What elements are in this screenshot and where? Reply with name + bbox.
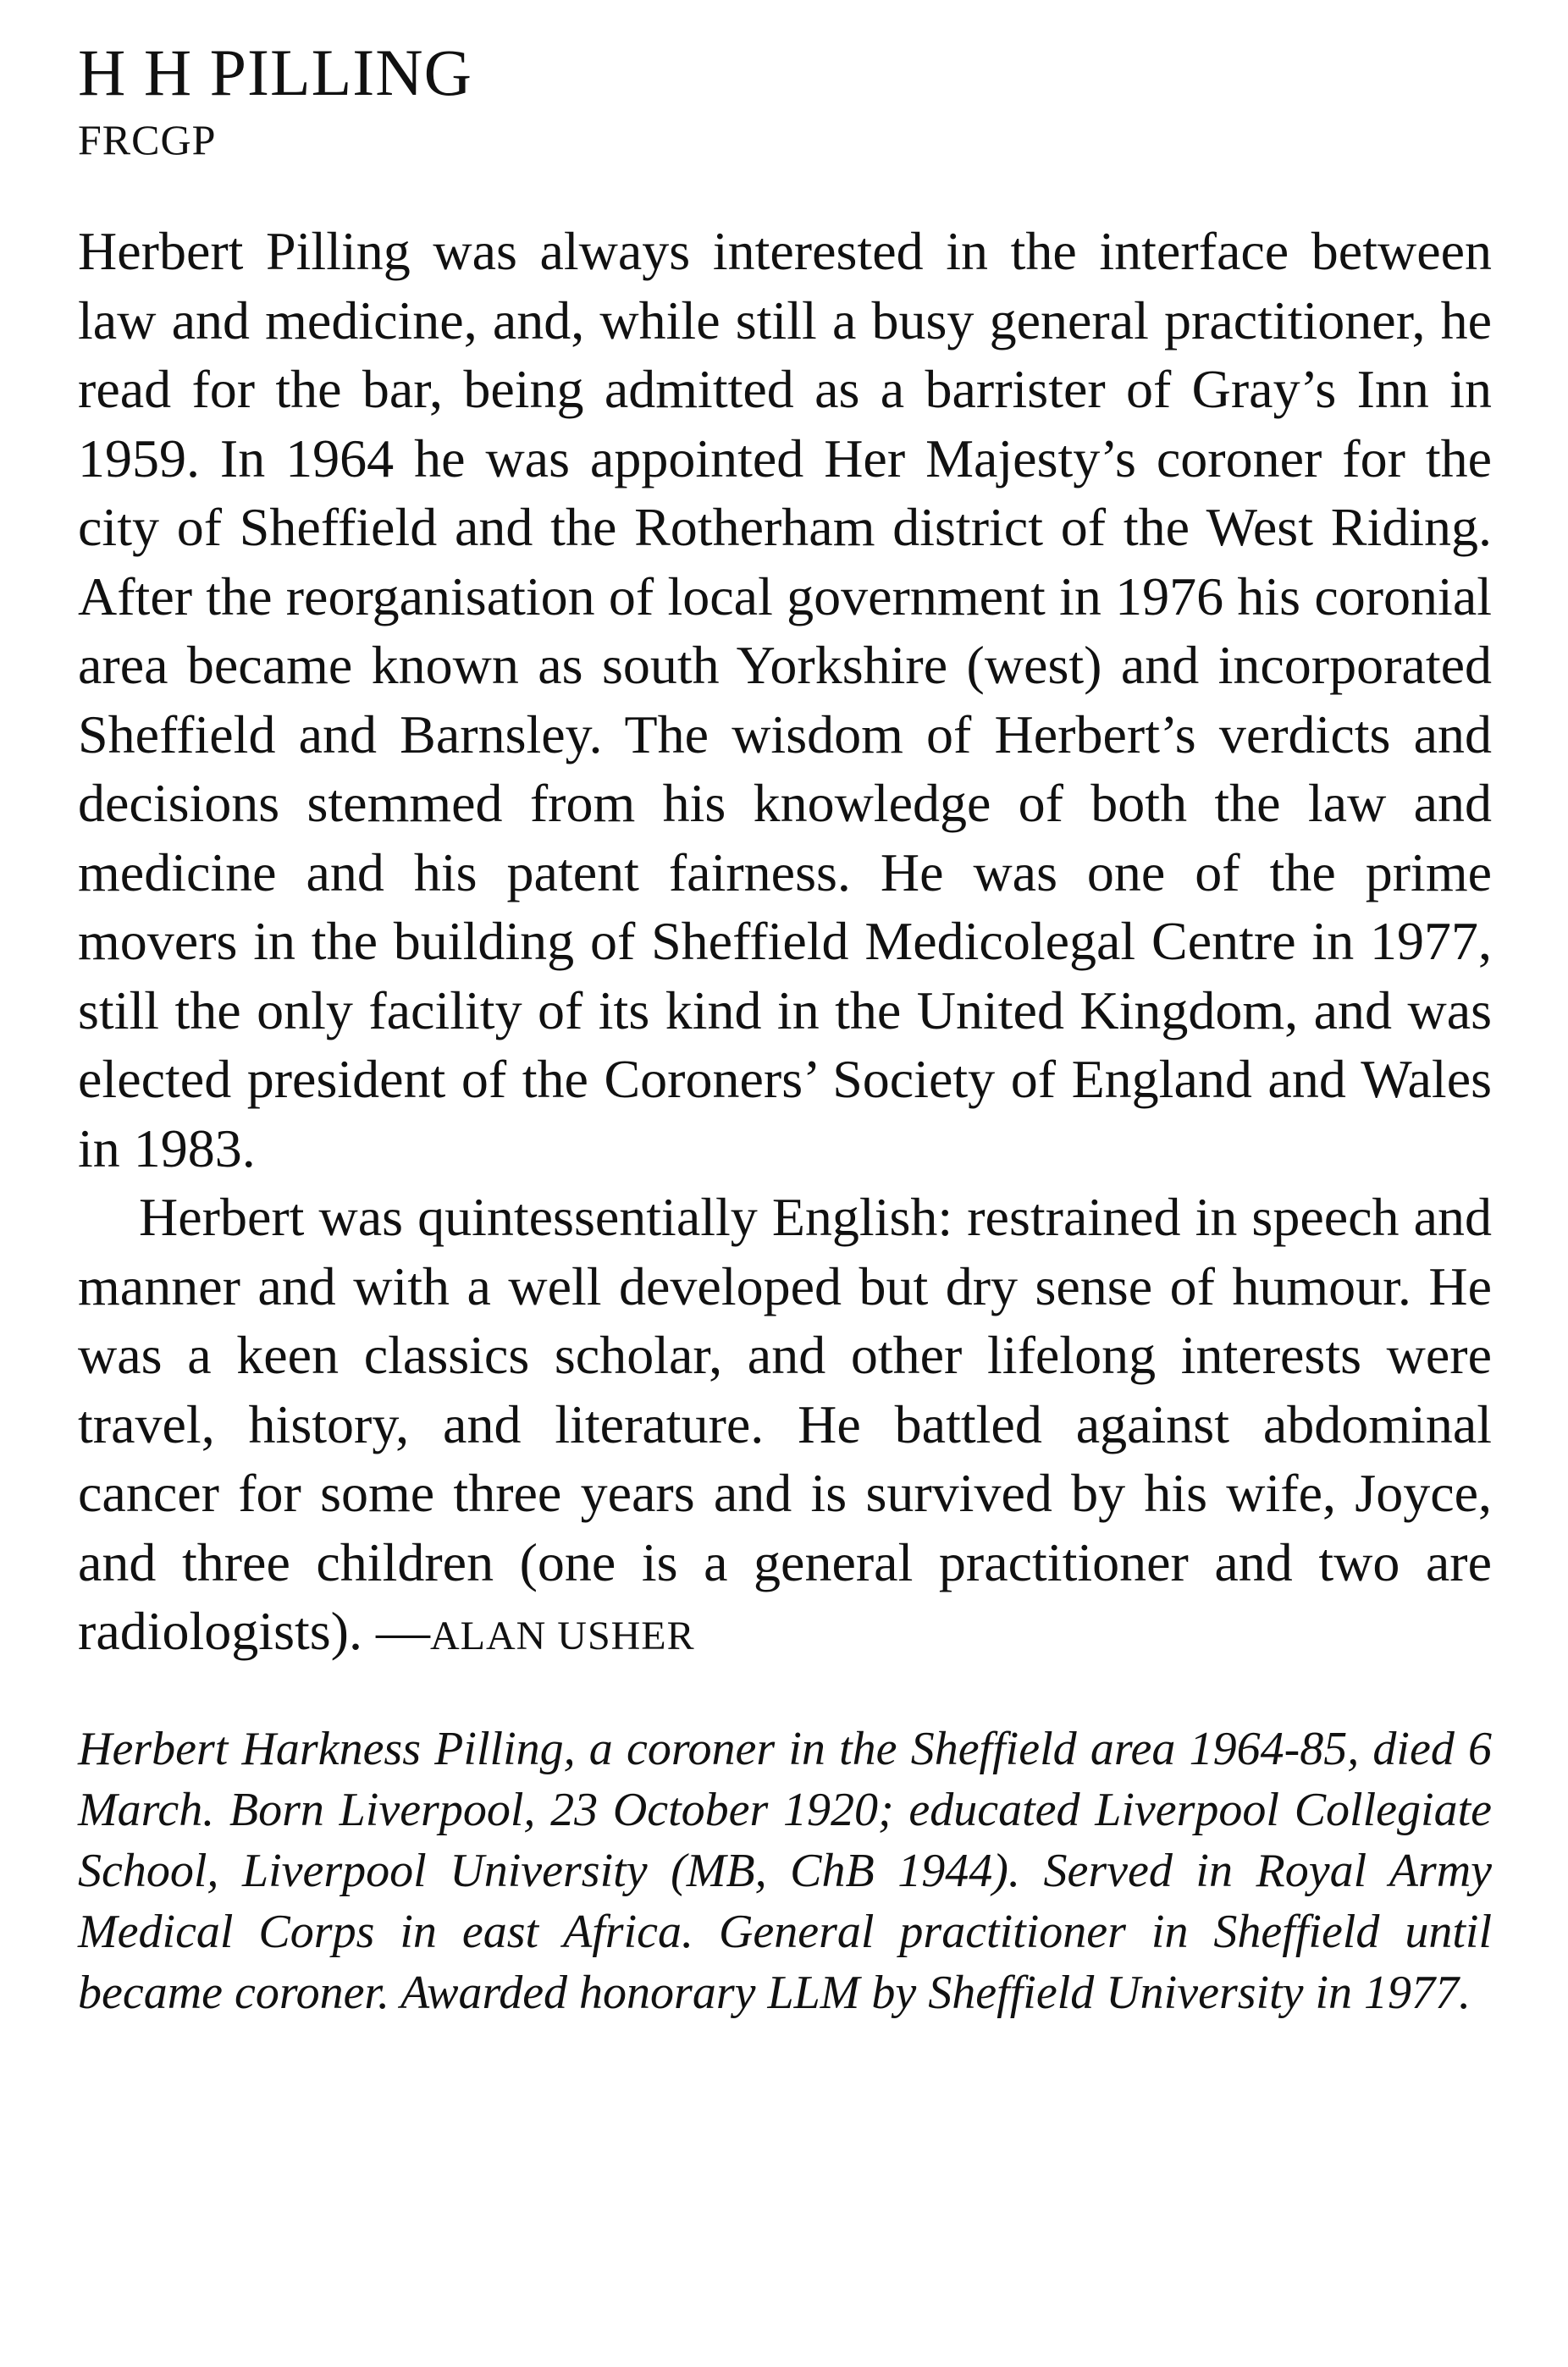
obituary-paragraph-2 bbox=[78, 1183, 1492, 1671]
obituary-name: H H PILLING bbox=[78, 36, 472, 109]
obituary-author: ALAN USHER bbox=[429, 1614, 695, 1658]
obituary-qualifications: FRCGP bbox=[78, 116, 217, 163]
obituary-biographical-note: Herbert Harkness Pilling, a coroner in the Sheffield area 1964-85, died 6 March. Born Liverpool, 23 October 1920; educated Liverpool Collegiate School, Liverpool University (MB, ChB 1944). Served in Royal Army Medical Corps in east Africa. General practitioner in Sheffield until became coroner. Awarded honorary LLM by Sheffield University in 1977. bbox=[78, 1722, 1492, 2019]
obituary-article bbox=[78, 34, 1492, 2023]
obituary-paragraph-2-text: Herbert was quintessentially English: restrained in speech and manner and with a well developed but dry sense of humour. He was a keen classics scholar, and other lifelong interests were travel, history, and literature. He battled against abdominal cancer for some three years and is survived by his wife, Joyce, and three children (one is a general practitioner and two are radiologists). — bbox=[78, 1187, 1492, 1661]
obituary-paragraph-1: Herbert Pilling was always interested in the interface between law and medicine, and, while still a busy general practitioner, he read for the bar, being admitted as a barrister of Gray’s Inn in 1959. In 1964 he was appointed Her Majesty’s coroner for the city of Sheffield and the Rotherham district of the West Riding. After the reorganisation of local government in 1976 his coronial area became known as south Yorkshire (west) and incorporated Sheffield and Barnsley. The wisdom of Herbert’s verdicts and decisions stemmed from his knowledge of both the law and medicine and his patent fairness. He was one of the prime movers in the building of Sheffield Medicolegal Centre in 1977, still the only facility of its kind in the United Kingdom, and was elected president of the Coroners’ Society of England and Wales in 1983. bbox=[78, 221, 1492, 1178]
